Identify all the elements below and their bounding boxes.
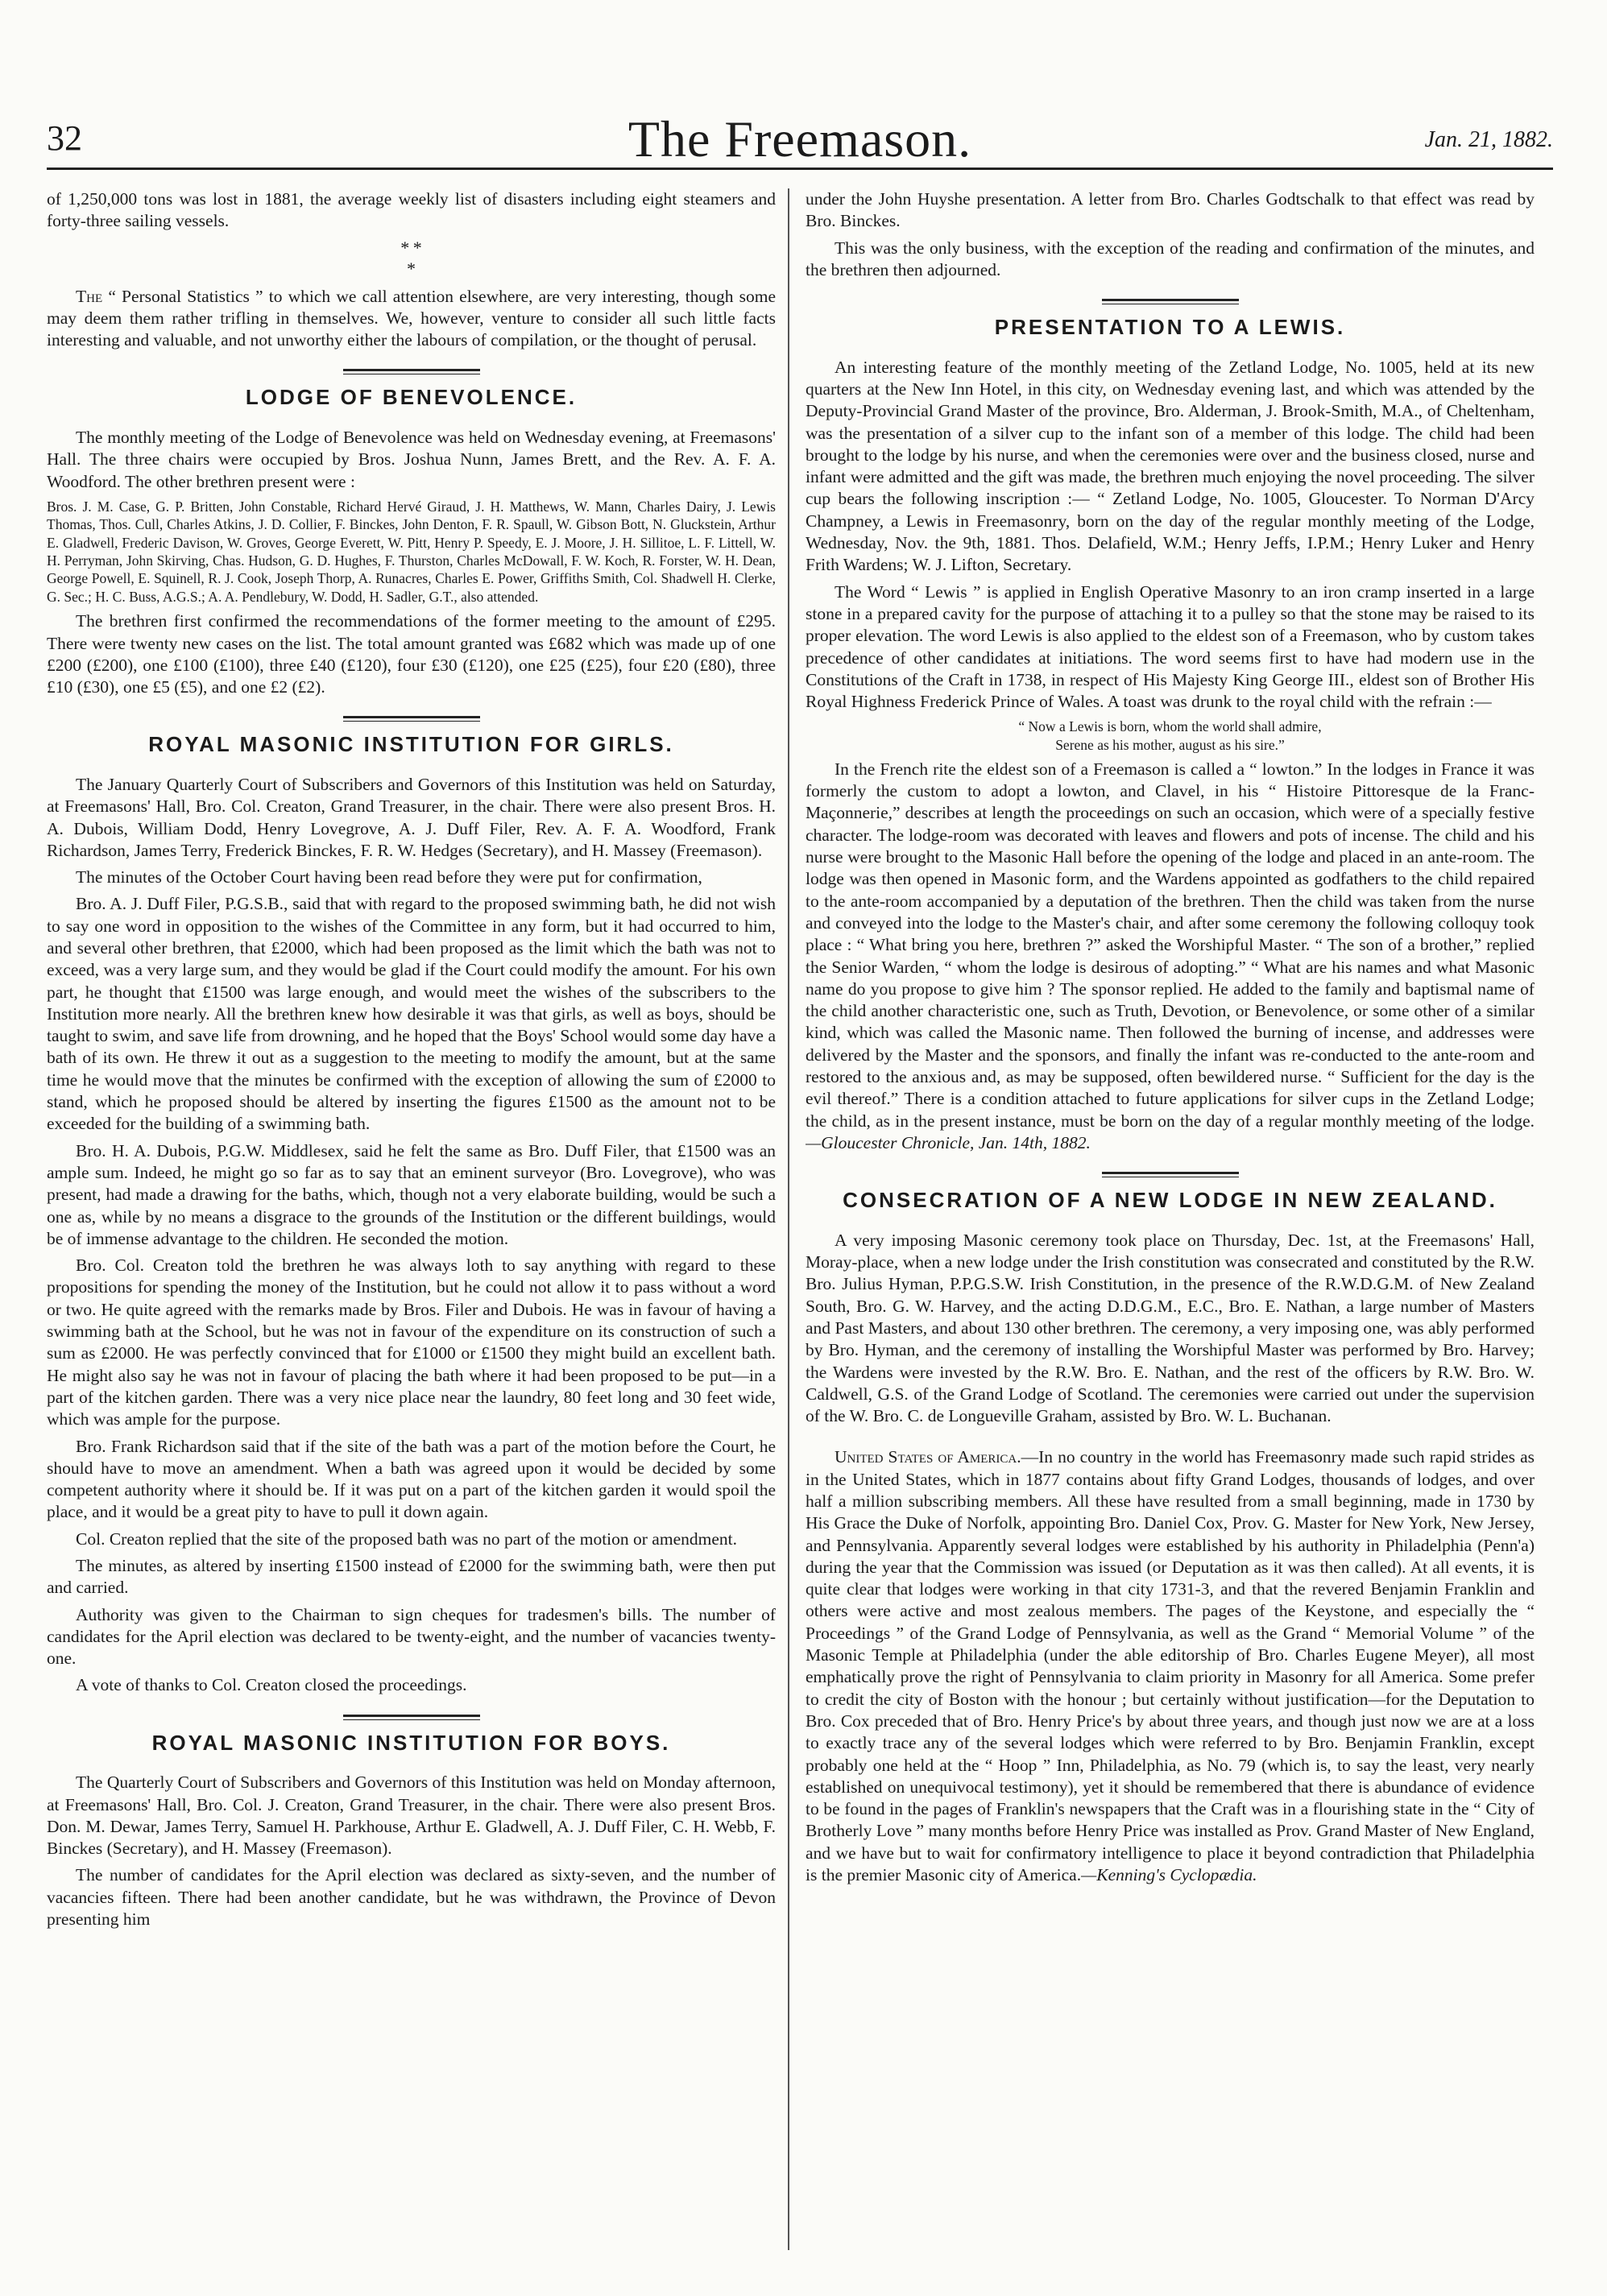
intro-paragraph: of 1,250,000 tons was lost in 1881, the average weekly list of disasters including eight steamers and forty-three sailing vessels. xyxy=(47,189,776,231)
lewis-p3-text: In the French rite the eldest son of a Freemason is called a “ lowton.” In the lodges in France it was formerly the custom to adopt a lowton, and Clavel, in his “ Histoire Pittoresque de la Franc-Maçonnerie,” describes at length the proceedings on such an occasion, which were of a specially festive character. The lodge-room was decorated with leaves and flowers and pots of incense. The child and his nurse were brought to the Masonic Hall before the opening of the lodge and placed in an ante-room. The lodge was then opened in Masonic form, and the Wardens appointed as godfathers to the child repaired to the ante-room accompanied by a deputation of the brethren. Then the child was taken from the nurse and conveyed into the lodge to the Master's chair, and after some ceremony the following colloquy took place : “ What bring you here, brethren ?” asked the Worshipful Master. “ The son of a brother,” replied the Senior Warden, “ whom the lodge is desirous of adopting.” “ What are his names and what Masonic name do you propose to give him ? The sponsor replied. He added to the family and baptismal name of the child another characteristic one, such as Truth, Devotion, or Benevolence, or some other of a similar kind, which was called the Masonic name. Then followed the burning of incense, and addresses were delivered by the Master and the sponsors, and finally the infant was re-conducted to the ante-room and restored to the anxious and, as may be supposed, often bewildered nurse. “ Sufficient for the day is the evil thereof.” There is a condition attached to future applications for silver cups in the Zetland Lodge; the child, as in the present instance, must be born on the day of a regular monthly meeting of the lodge. xyxy=(806,759,1535,1131)
benevolence-p1: The monthly meeting of the Lodge of Benevolence was held on Wednesday evening, at Freemasons' Hall. The three chairs were occupied by Bros. Joshua Nunn, James Brett, and the Rev. A. F. A. Woodford. The other brethren present were : xyxy=(47,427,776,491)
masthead xyxy=(47,110,1553,174)
section-separator xyxy=(343,716,480,722)
continued-paragraph: under the John Huyshe presentation. A letter from Bro. Charles Godtschalk to that effect was read by Bro. Binckes. xyxy=(806,189,1535,231)
personal-statistics-paragraph xyxy=(47,286,776,352)
girls-paragraph: The minutes, as altered by inserting £1500 instead of £2000 for the swimming bath, were then put and carried. xyxy=(47,1556,776,1598)
us-source: —Kenning's Cyclopædia. xyxy=(1081,1865,1257,1885)
section-separator xyxy=(1102,1172,1239,1177)
benevolence-heading: LODGE OF BENEVOLENCE. xyxy=(245,385,578,410)
girls-paragraph: The minutes of the October Court having been read before they were put for confirmation, xyxy=(76,867,702,887)
section-separator xyxy=(1102,299,1239,304)
girls-paragraph: Bro. Frank Richardson said that if the site of the bath was a part of the motion before the Court, he should have to move an amendment. When a bath was agreed upon it would be decided by some competent authority where it should be. If it was put on a part of the kitchen garden it would spoil the place, and it would be a great pity to have to pull it down again. xyxy=(47,1436,776,1522)
girls-paragraph: Bro. Col. Creaton told the brethren he was always loth to say anything with regard to these propositions for spending the money of the Institution, but he could not allow it to pass without a word or two. He quite agreed with the remarks made by Bros. Filer and Dubois. He was in favour of having a swimming bath at the School, but he was not in favour of the expenditure on its construction of such a sum as £2000. He was perfectly convinced that for £1000 or £1500 they might build an excellent bath. He might also say he was not in favour of placing the bath where it had been proposed to be put—in a part of the kitchen garden. There was a very nice place near the laundry, 80 feet long and 30 feet wide, which was ample for the purpose. xyxy=(47,1256,776,1429)
us-paragraph xyxy=(806,1446,1535,1886)
nz-p1: A very imposing Masonic ceremony took place on Thursday, Dec. 1st, at the Freemasons' Hall, Moray-place, when a new lodge under the Irish constitution was consecrated and constituted by the R.W. Bro. Julius Hyman, P.P.G.S.W. Irish Constitution, in the presence of the R.W.D.G.M. of New Zealand South, Bro. G. W. Harvey, and the acting D.D.G.M., E.C., Bro. E. Nathan, a large number of Masters and Past Masters, and about 130 other brethren. The ceremony, a very imposing one, was ably performed by Bro. Hyman, and the ceremony of installing the Worshipful Master was performed by Bro. Harvey; the Wardens were invested by the R.W. Bro. E. Nathan, and the rest of the officers by R.W. Bro. W. Caldwell, G.S. of the Grand Lodge of Scotland. The ceremonies were carried out under the supervision of the W. Bro. C. de Longueville Graham, assisted by Bro. W. L. Buchanan. xyxy=(806,1230,1535,1426)
girls-paragraph: Col. Creaton replied that the site of the proposed bath was no part of the motion or amendment. xyxy=(76,1529,737,1549)
continued-paragraph-2: This was the only business, with the exception of the reading and confirmation of the minutes, and the brethren then adjourned. xyxy=(806,238,1535,279)
section-separator xyxy=(343,1715,480,1720)
boys-heading: ROYAL MASONIC INSTITUTION FOR BOYS. xyxy=(151,1730,671,1755)
girls-paragraph: Bro. H. A. Dubois, P.G.W. Middlesex, said he felt the same as Bro. Duff Filer, that £1500 was an ample sum. Indeed, he might go so far as to say that an eminent surveyor (Bro. Lovegrove), who was present, had made a drawing for the baths, which, though not a very elaborate building, would be such a one as, while by no means a disgrace to the grounds of the Institution or the different buildings, would be of immense advantage to the children. He seconded the motion. xyxy=(47,1140,776,1248)
issue-date: Jan. 21, 1882. xyxy=(1424,127,1553,152)
nz-heading: CONSECRATION OF A NEW LODGE IN NEW ZEALAND. xyxy=(843,1188,1497,1213)
us-body: —In no country in the world has Freemasonry made such rapid strides as in the United States, which in 1877 contains about fifty Grand Lodges, thousands of lodges, and over half a million subscribing members. All these have resulted from a small beginning, made in 1730 by His Grace the Duke of Norfolk, appointing Bro. Daniel Cox, Prov. G. Master for New York, New Jersey, and Pennsylvania. Apparently several lodges were established by his authority in Philadelphia (Penn'a) during the year that the Commission was issued (or Deputation as it was then called). At all events, it is quite clear that lodges were working in that city 1731-3, and that the revered Benjamin Franklin and others were active and most zealous members. The pages of the Keystone, and especially the “ Proceedings ” of the Grand Lodge of Pennsylvania, as well as the Grand “ Memorial Volume ” of the Masonic Temple at Philadelphia (under the able editorship of Bro. Charles Eugene Meyer), all most emphatically prove the right of Pennsylvania to claim priority in Masonry for all America. Some prefer to credit the city of Boston with the honour ; but certainly without justification—for the Deputation to Bro. Cox preceded that of Bro. Henry Price's by about three years, and though just now we are at a loss to exactly trace any of the several lodges which were referred to by Bro. Benjamin Franklin, except probably one held at the “ Hoop ” Inn, Philadelphia, as No. 79 (which is, to say the least, very nearly established on unequivocal testimony), yet it should be remembered that there is abundance of evidence to be found in the pages of Franklin's newspapers that the Craft was in a flourishing state in the “ City of Brotherly Love ” many months before Henry Price was installed as Prov. Grand Master of New England, and we have but to wait for confirmatory intelligence to place it beyond contradiction that Philadelphia is the premier Masonic city of America. xyxy=(806,1447,1535,1885)
lewis-p1: An interesting feature of the monthly meeting of the Zetland Lodge, No. 1005, held at its new quarters at the New Inn Hotel, in this city, on Wednesday evening last, and which was attended by the Deputy-Provincial Grand Master of the province, Bro. Alderman, J. Brook-Smith, M.A., of Cheltenham, was the presentation of a silver cup to the infant son of a member of this lodge. The child had been brought to the lodge by his nurse, and when the ceremonies were over and the business closed, nurse and infant were admitted and the gift was made, the brethren much enjoying the novel proceeding. The silver cup bears the following inscription :— “ Zetland Lodge, No. 1005, Gloucester. To Norman D'Arcy Champney, a Lewis in Freemasonry, born on the day of the regular monthly meeting of the Lodge, Wednesday, Nov. the 9th, 1881. Thos. Delafield, W.M.; Henry Jeffs, I.P.M.; Henry Luker and Henry Frith Wardens; W. J. Lifton, Secretary. xyxy=(806,357,1535,575)
girls-heading: ROYAL MASONIC INSTITUTION FOR GIRLS. xyxy=(148,732,674,757)
girls-paragraph: A vote of thanks to Col. Creaton closed the proceedings. xyxy=(76,1675,467,1695)
left-column xyxy=(47,188,776,2250)
lewis-verse-line-2: Serene as his mother, august as his sire.” xyxy=(1055,736,1285,753)
personal-lead: The xyxy=(76,286,103,306)
lewis-verse xyxy=(806,718,1535,753)
girls-paragraph: Authority was given to the Chairman to sign cheques for tradesmen's bills. The number of candidates for the April election was declared to be twenty-eight, and the number of vacancies twenty-one. xyxy=(47,1604,776,1669)
right-column xyxy=(806,188,1535,2250)
masthead-rule xyxy=(47,168,1553,170)
girls-paragraph: Bro. A. J. Duff Filer, P.G.S.B., said that with regard to the proposed swimming bath, he did not wish to say one word in opposition to the wishes of the Committee in any form, but it had occurred to him, and several other brethren, that £2000, which had been proposed as the limit which the bath was not to exceed, was a very large sum, and they would be glad if the Court could modify the amount. For his own part, he thought that £1500 was large enough, and would meet the wishes of the subscribers to the Institution more nearly. All the brethren knew how desirable it was that girls, as well as boys, should be taught to swim, and save life from drowning, and he hoped that the Boys' School would some day have a bath of its own. He threw it out as a suggestion to the meeting to modify the amount, but at the same time he would move that the minutes be confirmed with the exception of allowing the sum of £2000 to stand, which he proposed should be altered by inserting the figures £1500 as the amount not to be exceeded for the building of a swimming bath. xyxy=(47,894,776,1134)
lewis-heading: PRESENTATION TO A LEWIS. xyxy=(994,315,1346,340)
page-number: 32 xyxy=(47,118,82,158)
boys-p2: The number of candidates for the April election was declared as sixty-seven, and the number of vacancies fifteen. There had been another candidate, but he was withdrawn, the Province of Devon presenting him xyxy=(47,1865,776,1930)
personal-text: “ Personal Statistics ” to which we call attention elsewhere, are very interesting, though some may deem them rather trifling in themselves. We, however, venture to consider all such little facts interesting and valuable, and not unworthy either the labours of compilation, or the thought of perusal. xyxy=(47,286,776,350)
lewis-source: —Gloucester Chronicle, Jan. 14th, 1882. xyxy=(806,1132,1091,1152)
us-lead: United States of America. xyxy=(835,1447,1021,1467)
boys-p1: The Quarterly Court of Subscribers and Governors of this Institution was held on Monday afternoon, at Freemasons' Hall, Bro. Col. J. Creaton, Grand Treasurer, in the chair. There were also present Bros. Don. M. Dewar, James Terry, Samuel H. Parkhouse, Arthur E. Gladwell, A. J. Duff Filer, C. H. Webb, F. Binckes (Secretary), and H. Massey (Freemason). xyxy=(47,1773,776,1859)
girls-paragraph: The January Quarterly Court of Subscribers and Governors of this Institution was held on Saturday, at Freemasons' Hall, Bro. Col. Creaton, Grand Treasurer, in the chair. There were also present Bros. H. A. Dubois, William Dodd, Henry Lovegrove, A. J. Duff Filer, Rev. A. F. A. Woodford, Frank Richardson, James Terry, Frederick Binckes, F. R. W. Hedges (Secretary), and H. Massey (Freemason). xyxy=(47,774,776,860)
lewis-p3 xyxy=(806,759,1535,1154)
spacer xyxy=(806,1432,1535,1446)
newspaper-title: The Freemason. xyxy=(627,110,972,168)
section-stars: * * * xyxy=(400,237,422,279)
lewis-verse-line-1: “ Now a Lewis is born, whom the world shall admire, xyxy=(1018,718,1322,735)
benevolence-p2: The brethren first confirmed the recommendations of the former meeting to the amount of £295. There were twenty new cases on the list. The total amount granted was £682 which was made up of one £200 (£200), one £100 (£100), three £40 (£120), four £30 (£120), one £25 (£25), four £20 (£80), three £10 (£30), one £5 (£5), and one £2 (£2). xyxy=(47,611,776,697)
benevolence-brethren-list: Bros. J. M. Case, G. P. Britten, John Constable, Richard Hervé Giraud, J. H. Matthews, W. Mann, Charles Dairy, J. Lewis Thomas, Thos. Cull, Charles Atkins, J. D. Collier, F. Binckes, John Denton, F. R. Spaull, W. Gibson Bott, N. Gluckstein, Arthur E. Gladwell, Frederic Davison, W. Groves, George Everett, W. Pitt, Henry P. Speedy, E. J. Moore, J. H. Sillitoe, L. F. Littell, W. H. Perryman, John Skirving, Chas. Hudson, G. D. Hughes, F. Thurston, Charles McDowall, F. W. Koch, R. Forster, W. H. Dean, George Powell, E. Squinell, R. J. Cook, Joseph Thorp, A. Runacres, Charles E. Power, Griffiths Smith, Col. Shadwell H. Clerke, G. Sec.; H. C. Buss, A.G.S.; A. A. Pendlebury, W. Dodd, H. Sadler, G.T., also attended. xyxy=(47,498,776,605)
column-divider xyxy=(788,188,789,2250)
lewis-p2: The Word “ Lewis ” is applied in English Operative Masonry to an iron cramp inserted in a large stone in a prepared cavity for the purpose of attaching it to a pulley so that the stone may be raised to its proper elevation. The word Lewis is also applied to the eldest son of a Freemason, who by custom takes precedence of other candidates at initiations. The word seems first to have had modern use in the Constitutions of the Craft in 1738, in respect of His Majesty King George III., eldest son of Brother His Royal Highness Frederick Prince of Wales. A toast was drunk to the royal child with the refrain :— xyxy=(806,581,1535,712)
section-separator xyxy=(343,369,480,374)
